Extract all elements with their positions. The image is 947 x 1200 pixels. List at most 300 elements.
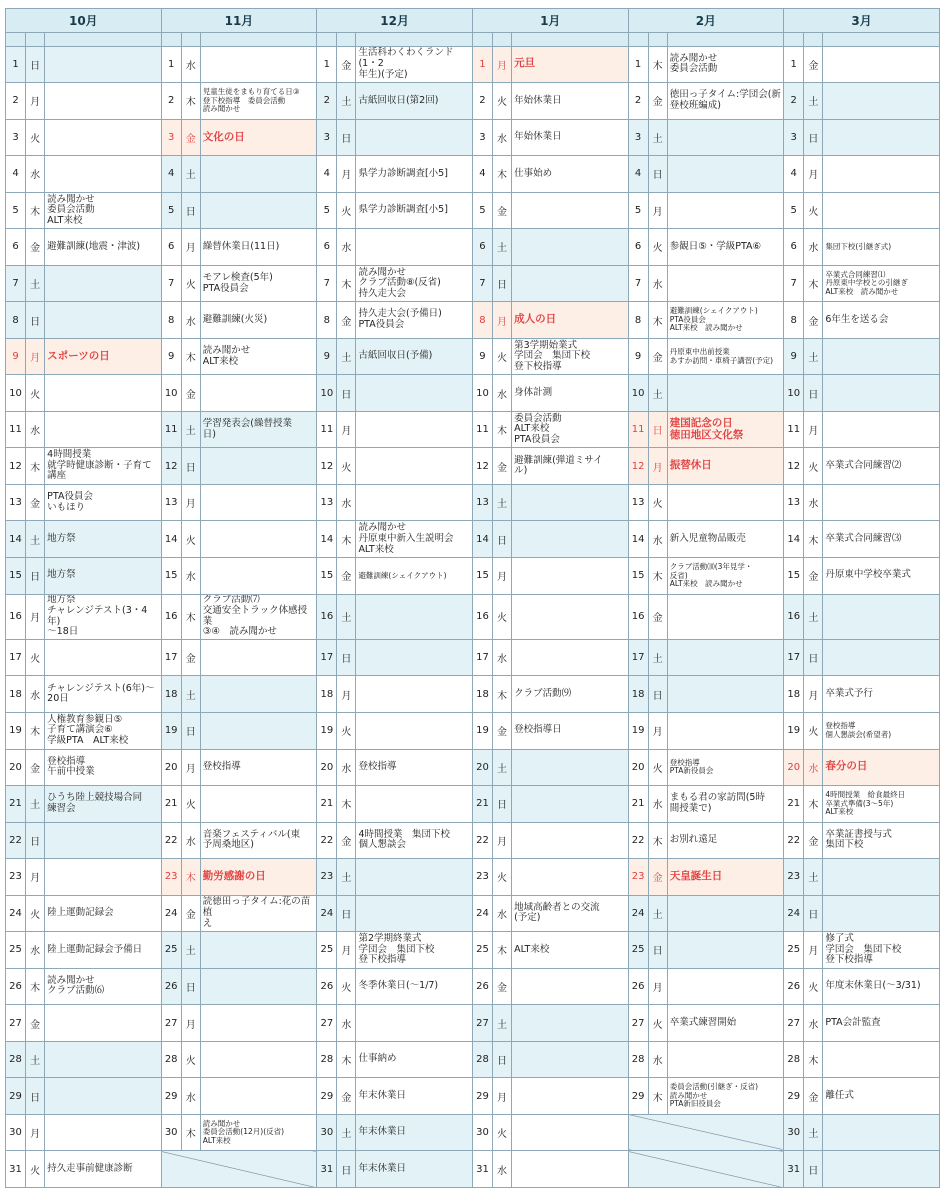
weekday: 金: [804, 558, 823, 595]
day-number: 11: [6, 411, 26, 448]
weekday: 火: [493, 338, 512, 375]
event-cell: [512, 558, 628, 595]
weekday: 日: [648, 156, 667, 193]
event-cell: 児童生徒をまもり育てる日③ 登下校指導 委員会活動 読み聞かせ: [200, 83, 316, 120]
day-number: 29: [628, 1078, 648, 1115]
nonexistent-day-cell: [628, 1114, 784, 1151]
day-number: 1: [161, 46, 181, 83]
header-spacer: [337, 33, 356, 47]
day-row: [6, 932, 940, 969]
day-number: 3: [161, 119, 181, 156]
day-number: 8: [784, 302, 804, 339]
day-number: 6: [784, 229, 804, 266]
weekday: 日: [804, 375, 823, 412]
weekday: 水: [181, 46, 200, 83]
day-number: 23: [6, 859, 26, 896]
event-cell: 避難訓練(火災): [200, 302, 316, 339]
day-number: 17: [317, 639, 337, 676]
weekday: 日: [648, 411, 667, 448]
day-number: 8: [317, 302, 337, 339]
event-cell: 参観日⑤・学級PTA⑥: [667, 229, 783, 266]
weekday: 日: [337, 375, 356, 412]
day-number: 6: [161, 229, 181, 266]
day-number: 5: [6, 192, 26, 229]
event-cell: [200, 375, 316, 412]
day-number: 11: [317, 411, 337, 448]
weekday: 火: [337, 713, 356, 750]
event-cell: 仕事始め: [512, 156, 628, 193]
day-number: 6: [317, 229, 337, 266]
day-row: [6, 594, 940, 639]
event-cell: [823, 594, 940, 639]
day-number: 21: [784, 786, 804, 823]
weekday: 金: [648, 83, 667, 120]
day-row: [6, 448, 940, 485]
event-cell: 修了式 学団会 集団下校 登下校指導: [823, 932, 940, 969]
day-row: [6, 411, 940, 448]
day-number: 18: [628, 676, 648, 713]
event-cell: [667, 484, 783, 521]
event-cell: [200, 676, 316, 713]
day-number: 16: [317, 594, 337, 639]
weekday: 木: [26, 192, 45, 229]
weekday: 水: [493, 1151, 512, 1188]
event-cell: 避難訓練(地震・津波): [45, 229, 161, 266]
day-number: 15: [161, 558, 181, 595]
weekday: 土: [26, 521, 45, 558]
weekday: 火: [648, 749, 667, 786]
event-cell: PTA役員会 いもほり: [45, 484, 161, 521]
day-number: 14: [784, 521, 804, 558]
day-number: 2: [6, 83, 26, 120]
event-cell: [823, 338, 940, 375]
event-cell: 仕事納め: [356, 1041, 472, 1078]
weekday: 金: [181, 119, 200, 156]
day-number: 10: [161, 375, 181, 412]
day-number: 24: [628, 895, 648, 932]
day-number: 29: [161, 1078, 181, 1115]
event-cell: [200, 448, 316, 485]
day-number: 11: [472, 411, 492, 448]
weekday: 月: [26, 1114, 45, 1151]
day-number: 21: [6, 786, 26, 823]
weekday: 金: [493, 713, 512, 750]
weekday: 月: [337, 676, 356, 713]
day-number: 18: [317, 676, 337, 713]
event-cell: 地方祭: [45, 558, 161, 595]
day-row: [6, 1114, 940, 1151]
day-number: 27: [472, 1005, 492, 1042]
day-number: 20: [628, 749, 648, 786]
day-number: 9: [628, 338, 648, 375]
event-cell: 繰替休業日(11日): [200, 229, 316, 266]
event-cell: 古紙回収日(予備): [356, 338, 472, 375]
day-number: 13: [6, 484, 26, 521]
weekday: 金: [26, 1005, 45, 1042]
weekday: 土: [337, 1114, 356, 1151]
weekday: 火: [648, 1005, 667, 1042]
day-number: 17: [784, 639, 804, 676]
event-cell: 建国記念の日 徳田地区文化祭: [667, 411, 783, 448]
nonexistent-day-cell: [161, 1151, 317, 1188]
event-cell: [356, 676, 472, 713]
event-cell: [200, 484, 316, 521]
day-number: 23: [784, 859, 804, 896]
weekday: 金: [337, 558, 356, 595]
day-number: 19: [6, 713, 26, 750]
weekday: 月: [493, 1078, 512, 1115]
school-year-calendar: [5, 8, 940, 1188]
day-number: 18: [6, 676, 26, 713]
weekday: 日: [181, 448, 200, 485]
event-cell: [512, 1005, 628, 1042]
day-number: 19: [628, 713, 648, 750]
weekday: 水: [181, 302, 200, 339]
day-number: 17: [6, 639, 26, 676]
weekday: 日: [493, 786, 512, 823]
weekday: 水: [337, 749, 356, 786]
weekday: 土: [804, 83, 823, 120]
day-number: 30: [784, 1114, 804, 1151]
weekday: 金: [648, 594, 667, 639]
weekday: 日: [26, 558, 45, 595]
header-spacer: [667, 33, 783, 47]
weekday: 金: [804, 302, 823, 339]
day-number: 9: [6, 338, 26, 375]
weekday: 日: [26, 302, 45, 339]
event-cell: 4時間授業 給食最終日 卒業式準備(3～5年) ALT来校: [823, 786, 940, 823]
event-cell: [512, 1078, 628, 1115]
event-cell: [45, 156, 161, 193]
weekday: 月: [337, 932, 356, 969]
day-row: [6, 713, 940, 750]
day-number: 19: [784, 713, 804, 750]
day-number: 30: [6, 1114, 26, 1151]
day-number: 27: [6, 1005, 26, 1042]
weekday: 水: [648, 521, 667, 558]
header-spacer: [648, 33, 667, 47]
weekday: 水: [493, 895, 512, 932]
event-cell: [200, 786, 316, 823]
weekday: 水: [181, 822, 200, 859]
day-number: 18: [784, 676, 804, 713]
weekday: 木: [337, 1041, 356, 1078]
day-number: 1: [6, 46, 26, 83]
weekday: 日: [26, 822, 45, 859]
day-number: 26: [784, 968, 804, 1005]
event-cell: 振替休日: [667, 448, 783, 485]
weekday: 金: [181, 375, 200, 412]
event-cell: [667, 639, 783, 676]
event-cell: [356, 448, 472, 485]
event-cell: 年末休業日: [356, 1078, 472, 1115]
day-number: 16: [472, 594, 492, 639]
weekday: 月: [26, 859, 45, 896]
event-cell: [823, 639, 940, 676]
weekday: 金: [337, 302, 356, 339]
day-row: [6, 859, 940, 896]
event-cell: 徳田っ子タイム:学団会(新 登校班編成): [667, 83, 783, 120]
day-number: 5: [472, 192, 492, 229]
event-cell: [667, 968, 783, 1005]
event-cell: 県学力診断調査[小5]: [356, 156, 472, 193]
event-cell: [667, 1041, 783, 1078]
day-number: 14: [472, 521, 492, 558]
day-number: 12: [472, 448, 492, 485]
event-cell: 丹原東中学校卒業式: [823, 558, 940, 595]
weekday: 火: [337, 968, 356, 1005]
day-number: 3: [6, 119, 26, 156]
day-number: 23: [317, 859, 337, 896]
weekday: 日: [337, 895, 356, 932]
event-cell: [823, 484, 940, 521]
weekday: 金: [648, 859, 667, 896]
day-number: 5: [784, 192, 804, 229]
weekday: 金: [181, 639, 200, 676]
weekday: 木: [493, 932, 512, 969]
day-number: 22: [784, 822, 804, 859]
weekday: 火: [493, 859, 512, 896]
day-number: 23: [161, 859, 181, 896]
weekday: 水: [648, 786, 667, 823]
weekday: 土: [493, 1005, 512, 1042]
event-cell: クラブ活動⑺ 交通安全トラック体感授業 ③④ 読み聞かせ: [200, 594, 316, 639]
day-number: 16: [784, 594, 804, 639]
event-cell: [512, 1151, 628, 1188]
day-number: 22: [6, 822, 26, 859]
day-number: 20: [6, 749, 26, 786]
day-number: 2: [628, 83, 648, 120]
day-number: 30: [161, 1114, 181, 1151]
weekday: 火: [181, 1041, 200, 1078]
weekday: 水: [337, 1005, 356, 1042]
weekday: 金: [26, 749, 45, 786]
day-number: 4: [6, 156, 26, 193]
day-number: 1: [628, 46, 648, 83]
month-header-3: 12月: [317, 9, 473, 33]
day-number: 9: [784, 338, 804, 375]
weekday: 日: [337, 1151, 356, 1188]
event-cell: クラブ活動⑼: [512, 676, 628, 713]
weekday: 火: [26, 119, 45, 156]
event-cell: [200, 558, 316, 595]
day-number: 22: [161, 822, 181, 859]
weekday: 金: [493, 192, 512, 229]
day-number: 6: [628, 229, 648, 266]
weekday: 月: [493, 302, 512, 339]
weekday: 木: [493, 676, 512, 713]
event-cell: 年始休業日: [512, 119, 628, 156]
day-number: 13: [161, 484, 181, 521]
weekday: 金: [493, 448, 512, 485]
day-number: 4: [472, 156, 492, 193]
header-spacer: [200, 33, 316, 47]
weekday: 土: [493, 749, 512, 786]
day-number: 10: [784, 375, 804, 412]
event-cell: 卒業式合同練習⑵: [823, 448, 940, 485]
day-number: 11: [784, 411, 804, 448]
header-spacer: [804, 33, 823, 47]
event-cell: [200, 1041, 316, 1078]
weekday: 水: [648, 1041, 667, 1078]
weekday: 木: [648, 46, 667, 83]
event-cell: [823, 1114, 940, 1151]
day-row: [6, 786, 940, 823]
day-number: 17: [161, 639, 181, 676]
day-number: 28: [784, 1041, 804, 1078]
day-number: 7: [784, 265, 804, 302]
weekday: 木: [337, 265, 356, 302]
day-number: 11: [628, 411, 648, 448]
event-cell: [356, 1005, 472, 1042]
day-number: 15: [628, 558, 648, 595]
day-number: 31: [317, 1151, 337, 1188]
weekday: 金: [804, 46, 823, 83]
day-number: 23: [472, 859, 492, 896]
day-number: 16: [161, 594, 181, 639]
event-cell: お別れ遠足: [667, 822, 783, 859]
event-cell: [512, 859, 628, 896]
event-cell: 読み聞かせ 委員会活動(12月)(反省) ALT来校: [200, 1114, 316, 1151]
weekday: 土: [648, 375, 667, 412]
day-number: 14: [6, 521, 26, 558]
event-cell: [512, 229, 628, 266]
weekday: 土: [26, 1041, 45, 1078]
event-cell: 人権教育参観日⑤ 子育て講演会⑥ 学級PTA ALT来校: [45, 713, 161, 750]
day-number: 5: [317, 192, 337, 229]
event-cell: 6年生を送る会: [823, 302, 940, 339]
day-number: 19: [472, 713, 492, 750]
day-number: 29: [6, 1078, 26, 1115]
weekday: 火: [804, 968, 823, 1005]
day-number: 20: [472, 749, 492, 786]
event-cell: [45, 302, 161, 339]
day-number: 21: [317, 786, 337, 823]
weekday: 土: [337, 83, 356, 120]
event-cell: [667, 713, 783, 750]
day-number: 28: [161, 1041, 181, 1078]
day-row: [6, 1078, 940, 1115]
weekday: 金: [648, 338, 667, 375]
day-number: 28: [317, 1041, 337, 1078]
event-cell: [823, 1041, 940, 1078]
day-row: [6, 156, 940, 193]
day-number: 6: [472, 229, 492, 266]
day-number: 22: [628, 822, 648, 859]
weekday: 月: [181, 229, 200, 266]
day-number: 30: [317, 1114, 337, 1151]
day-number: 19: [161, 713, 181, 750]
event-cell: [356, 375, 472, 412]
weekday: 水: [804, 749, 823, 786]
day-number: 8: [6, 302, 26, 339]
weekday: 木: [648, 558, 667, 595]
event-cell: 陸上運動記録会予備日: [45, 932, 161, 969]
event-cell: 音楽フェスティバル(東 予周桑地区): [200, 822, 316, 859]
event-cell: 読み聞かせ 委員会活動 ALT来校: [45, 192, 161, 229]
weekday: 水: [26, 156, 45, 193]
event-cell: クラブ活動⑽(3年見学・ 反省) ALT来校 読み聞かせ: [667, 558, 783, 595]
day-number: 1: [472, 46, 492, 83]
weekday: 水: [493, 639, 512, 676]
weekday: 火: [337, 448, 356, 485]
day-number: 3: [784, 119, 804, 156]
weekday: 火: [648, 484, 667, 521]
weekday: 日: [804, 895, 823, 932]
event-cell: [823, 375, 940, 412]
weekday: 金: [337, 1078, 356, 1115]
day-number: 7: [317, 265, 337, 302]
day-row: [6, 338, 940, 375]
day-number: 26: [161, 968, 181, 1005]
event-cell: 読み聞かせ 委員会活動: [667, 46, 783, 83]
event-cell: [45, 1041, 161, 1078]
day-number: 13: [317, 484, 337, 521]
event-cell: 成人の日: [512, 302, 628, 339]
weekday: 土: [804, 1114, 823, 1151]
day-row: [6, 558, 940, 595]
day-number: 26: [628, 968, 648, 1005]
event-cell: 第2学期終業式 学団会 集団下校 登下校指導: [356, 932, 472, 969]
weekday: 火: [26, 1151, 45, 1188]
day-number: 7: [161, 265, 181, 302]
event-cell: [200, 192, 316, 229]
event-cell: [823, 119, 940, 156]
event-cell: [512, 594, 628, 639]
weekday: 火: [493, 83, 512, 120]
weekday: 月: [804, 676, 823, 713]
weekday: 日: [181, 968, 200, 1005]
day-number: 17: [628, 639, 648, 676]
weekday: 日: [804, 1151, 823, 1188]
event-cell: [200, 713, 316, 750]
header-spacer: [628, 33, 648, 47]
weekday: 木: [804, 265, 823, 302]
day-number: 12: [628, 448, 648, 485]
day-number: 2: [472, 83, 492, 120]
event-cell: [512, 265, 628, 302]
weekday: 木: [648, 822, 667, 859]
event-cell: [512, 521, 628, 558]
day-number: 20: [317, 749, 337, 786]
weekday: 日: [181, 713, 200, 750]
event-cell: [667, 119, 783, 156]
weekday: 土: [181, 156, 200, 193]
weekday: 木: [648, 1078, 667, 1115]
event-cell: 4時間授業 集団下校 個人懇談会: [356, 822, 472, 859]
weekday: 水: [337, 484, 356, 521]
weekday: 金: [337, 822, 356, 859]
weekday: 木: [804, 786, 823, 823]
day-number: 31: [472, 1151, 492, 1188]
day-number: 27: [628, 1005, 648, 1042]
event-cell: チャレンジテスト(6年)～ 20日: [45, 676, 161, 713]
event-cell: [823, 895, 940, 932]
weekday: 月: [337, 411, 356, 448]
event-cell: [200, 932, 316, 969]
weekday: 金: [804, 822, 823, 859]
header-spacer: [26, 33, 45, 47]
weekday: 土: [648, 895, 667, 932]
weekday: 水: [26, 411, 45, 448]
event-cell: 登校指導 個人懇談会(希望者): [823, 713, 940, 750]
day-number: 12: [317, 448, 337, 485]
day-number: 22: [317, 822, 337, 859]
day-row: [6, 229, 940, 266]
day-row: [6, 484, 940, 521]
event-cell: 元旦: [512, 46, 628, 83]
event-cell: [667, 895, 783, 932]
